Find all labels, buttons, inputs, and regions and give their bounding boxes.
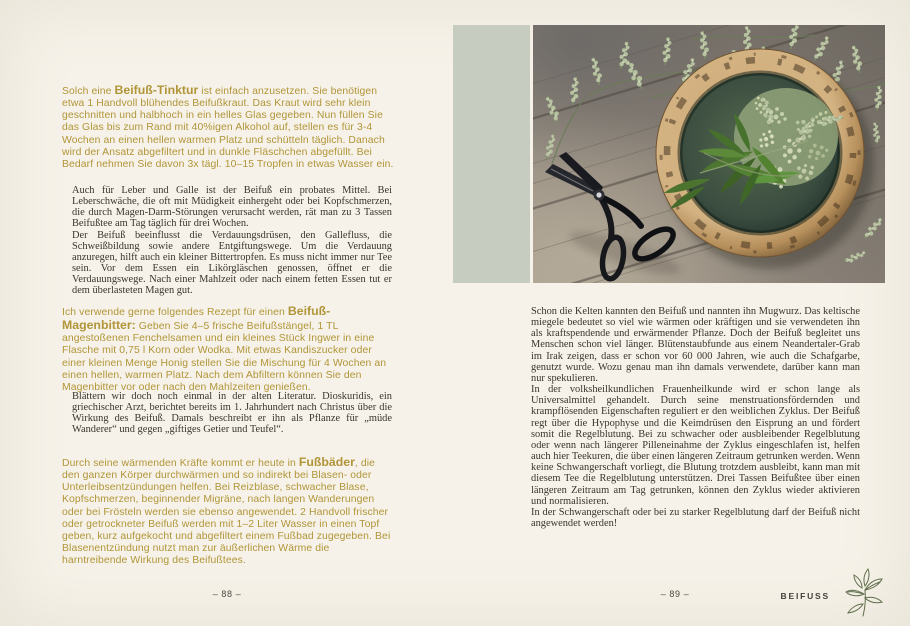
bitter-pre: Ich verwende gerne folgendes Rezept für einen — [62, 307, 288, 318]
footbath-post: , die den ganzen Körper durchwärmen und so indirekt bei Blasen- oder Unterleibsentzündungen helfen. Bei Reizblase, schwacher Blase, Kopfschmerzen, beginnender Migräne, nach langen Wanderungen oder bei Frösteln werden sie ebenso angewendet. 2 Handvoll frischer oder getrockneter Beifuß werden mit 1–2 Liter Wasser in einen Topf geben, kurz aufgekocht und abgefiltert einem Fußbad zugegeben. Bei Blasenentzündung nutzt man zur äußerlichen Wärme die harntreibende Wirkung des Beifußtees. — [62, 458, 391, 567]
page-number-right: – 89 – — [660, 589, 690, 599]
sage-color-band — [453, 25, 530, 283]
right-text-block — [531, 306, 860, 529]
paragraph-warning: In der Schwangerschaft oder bei zu starker Regelblutung darf der Beifuß nicht angewendet werden! — [531, 506, 860, 529]
paragraph-celts: Schon die Kelten kannten den Beifuß und nannten ihn Mugwurz. Das keltische miegele bedeutet so viel wie wärmen oder kräftigen und sie verwendeten ihn als kraftspendende und erwärmender Pflanze. Doch der Beifuß begleitet uns Menschen schon viel länger. Blütenstaubfunde aus einem Neandertaler-Grab im Irak zeigen, dass er schon vor 60 000 Jahren, wie auch die Schafgarbe, genutzt wurde. Wozu genau man ihn damals verwendete, darüber kann man nur spekulieren. — [531, 306, 860, 384]
paragraph-literature: Blättern wir doch noch einmal in der alten Literatur. Dioskuridis, ein griechischer Arzt, berichtet bereits im 1. Jahrhundert nach Christus über die Wirkung des Beifuß. Damals beschreibt er ihn als Pflanze für „müde Wanderer“ und gegen „giftiges Getier und Teufel“. — [72, 391, 392, 436]
paragraph-group-liver-digestion — [72, 185, 392, 297]
tincture-term: Beifuß-Tinktur — [114, 83, 199, 97]
tincture-pre: Solch eine — [62, 86, 115, 97]
bitter-term: Beifuß-Magenbitter: — [62, 304, 331, 333]
chapter-label: BEIFUSS — [780, 591, 830, 601]
footbath-pre: Durch seine wärmenden Kräfte kommt er heute in — [62, 458, 299, 469]
bitter-post: Geben Sie 4–5 frische Beifußstängel, 1 TL angestoßenen Fenchelsamen und ein kleines Stück Ingwer in eine Flasche mit 0,75 l Korn oder Wodka. Mit etwas Kandiszucker oder einer kleinen Menge Honig stellen Sie die Mischung für 4 Wochen an einen hellen, warmen Platz. Nach dem Abfiltern können Sie den Magenbitter vor oder nach den Mahlzeiten genießen. — [62, 321, 387, 393]
herb-photo-illustration — [533, 25, 885, 283]
paragraph-womens-medicine: In der volksheilkundlichen Frauenheilkunde wird er schon lange als Universalmittel gehandelt. Durch seine menstruationsfördernden und krampflösenden Eigenschaften reguliert er den weiblichen Zyklus. Der Beifuß regt über die Hypophyse und die Keimdrüsen den Eisprung an und fördert somit die Regelblutung. Bei zu schwacher oder ausbleibender Regelblutung oder wenn nach längerer Pilleneinahme der Zyklus eingeschlafen ist, helfen auch hier Teekuren, die über einen längeren Zeitraum getrunken werden. Wenn keine Schwangerschaft vorliegt, die Blutung trotzdem ausbleibt, kann man mit diesem Tee die Regelblutung unterstützen. Drei Tassen Beifußtee über einen längeren Zeitraum am Tag getrunken, können den Zyklus wieder aktivieren und normalisieren. — [531, 384, 860, 507]
footbath-term: Fußbäder — [298, 455, 355, 469]
paragraph-group-literature — [72, 391, 392, 436]
herb-photo — [533, 25, 885, 283]
tincture-post: ist einfach anzusetzen. Sie benötigen etwa 1 Handvoll blühendes Beifußkraut. Das Kraut wird sehr klein geschnitten und halbhoch in ein helles Glas gegeben. Nun füllen Sie das Glas bis zum Rand mit 40%igen Alkohol auf, stellen es für 3-4 Wochen an einen hellen warmen Platz und schütteln täglich. Danach wird der Ansatz abgefiltert und in dunkle Fläschchen abgefüllt. Bei Bedarf nehmen Sie davon 3x tägl. 10–15 Tropfen in etwas Wasser ein. — [62, 86, 394, 170]
mugwort-sprig-icon — [842, 566, 888, 618]
page-number-left: – 88 – — [212, 589, 242, 599]
paragraph-liver: Auch für Leber und Galle ist der Beifuß ein probates Mittel. Bei Leberschwäche, die oft mit Müdigkeit einhergeht oder bei Kopfschmerzen, die durch Magen-Darm-Störungen verursacht werden, rät man zu 3 Tassen Beifußtee am Tag täglich für drei Wochen. — [72, 185, 392, 230]
paragraph-bitter-recipe — [62, 305, 395, 394]
paragraph-digestion: Der Beifuß beeinflusst die Verdauungsdrüsen, den Gallefluss, die Schweißbildung sowie andere Entgiftungswege. Um die Verdauung anzuregen, hilft auch ein kleiner Bittertropfen. Es muss nicht immer nur Tee sein. Vor dem Essen ein Likörgläschen genossen, öffnet er die Verdauungswege. Nach einer Mahlzeit oder nach einem fetten Essen tut er dem überlasteten Magen gut. — [72, 229, 392, 297]
paragraph-tincture-recipe — [62, 84, 395, 171]
paragraph-footbath-recipe — [62, 456, 395, 567]
